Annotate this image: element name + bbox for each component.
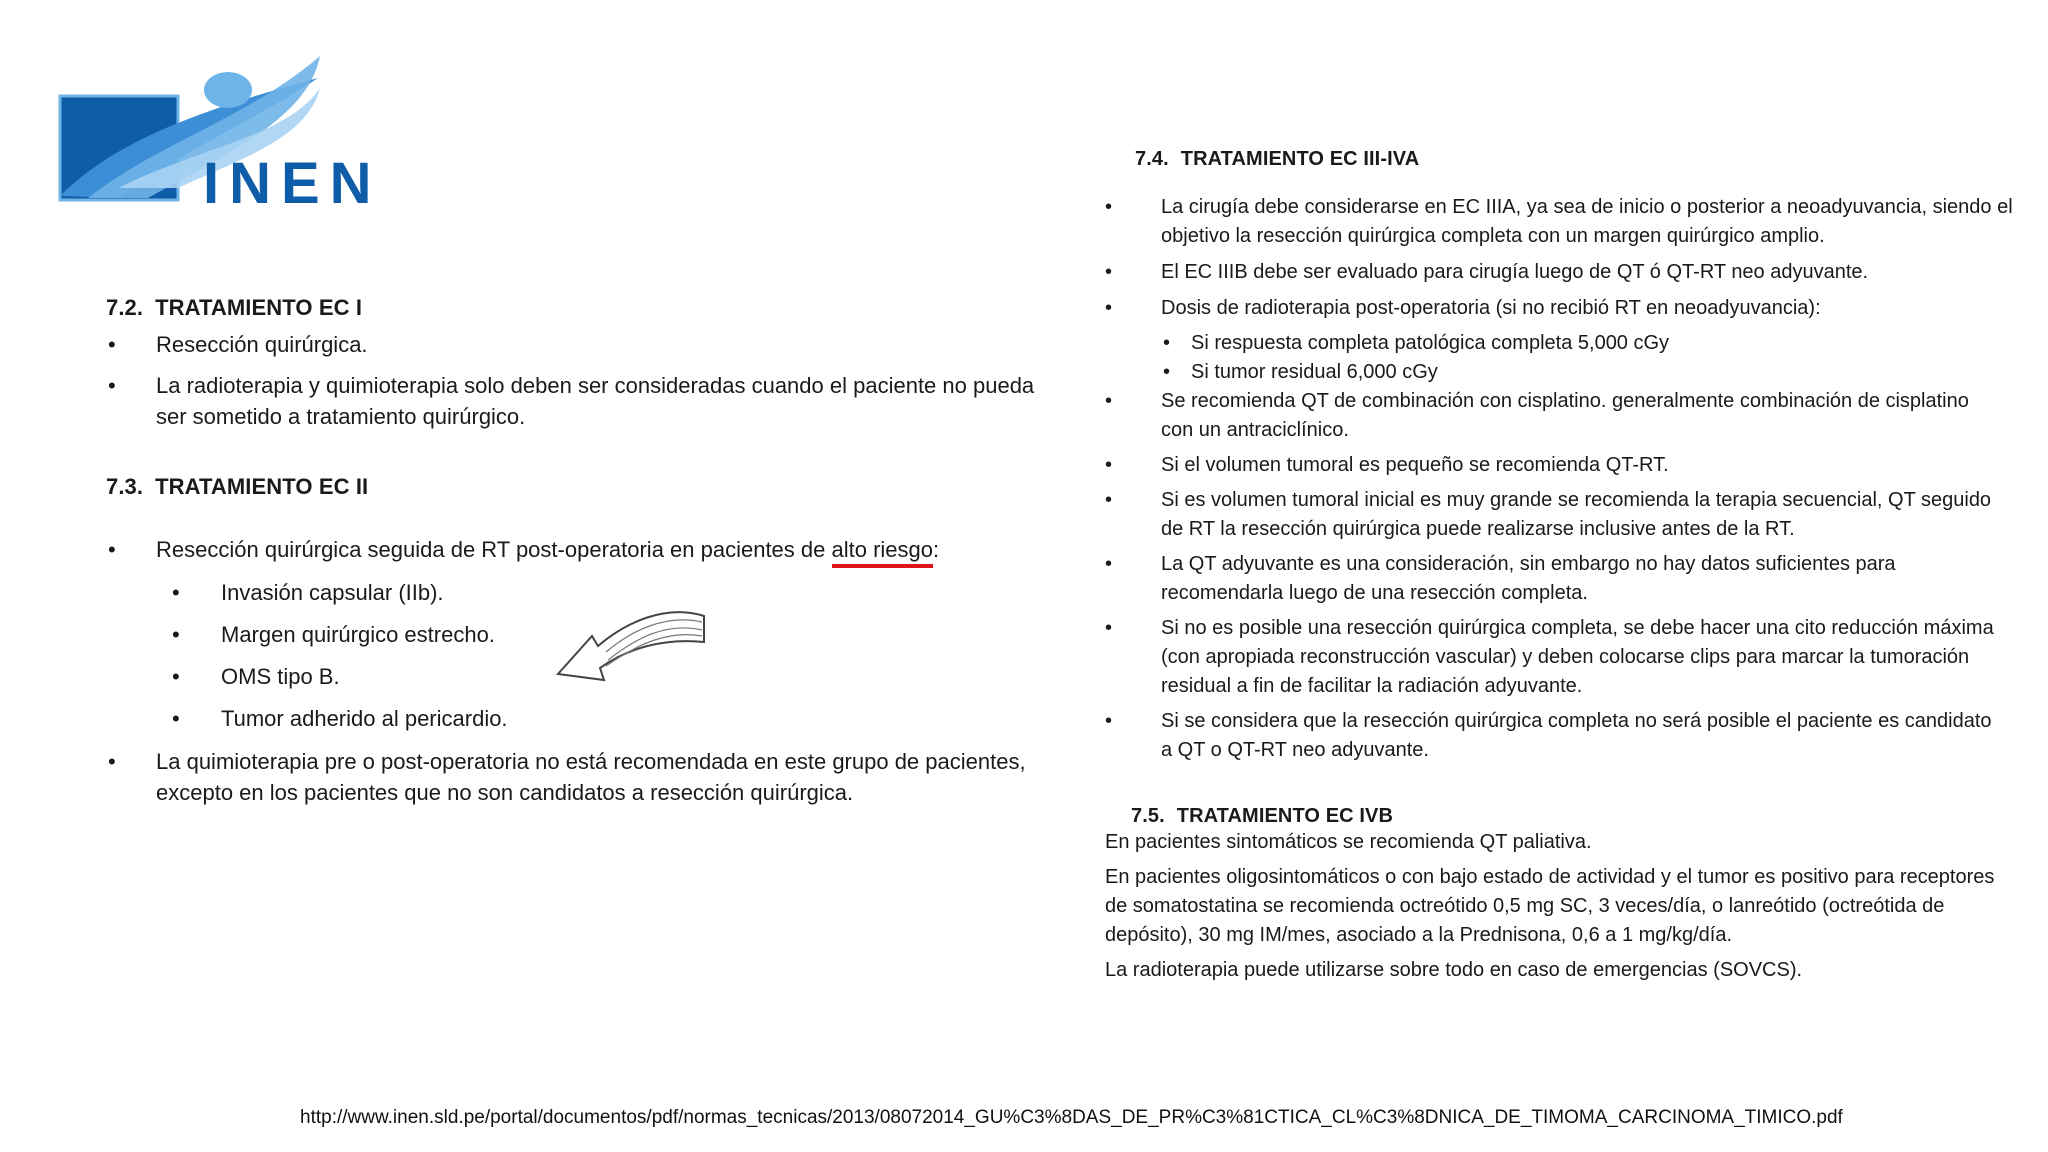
section-7-3-list-2 bbox=[106, 746, 1026, 808]
inen-logo-icon bbox=[58, 48, 458, 208]
section-7-3-heading bbox=[106, 474, 1006, 500]
item-text: : bbox=[933, 537, 940, 562]
list-item: • El EC IIIB debe ser evaluado para cirugía luego de QT ó QT-RT neo adyuvante. bbox=[1105, 258, 2025, 287]
section-7-5-body bbox=[1105, 828, 2005, 985]
right-column bbox=[1105, 148, 2025, 985]
list-item bbox=[106, 534, 1006, 565]
section-number: 7.3. bbox=[106, 474, 144, 499]
list-item: • Invasión capsular (IIb). bbox=[106, 577, 1006, 608]
section-7-4-list-2 bbox=[1105, 387, 2005, 765]
list-item: • Si respuesta completa patológica completa 5,000 cGy bbox=[1105, 329, 2025, 358]
list-item: • Se recomienda QT de combinación con cisplatino. generalmente combinación de cisplatino con un antraciclínico. bbox=[1105, 387, 2005, 445]
list-item: • Si el volumen tumoral es pequeño se recomienda QT-RT. bbox=[1105, 451, 2005, 480]
list-item: • La cirugía debe considerarse en EC IIIA, ya sea de inicio o posterior a neoadyuvancia, siendo el objetivo la resección quirúrgica completa con un margen quirúrgico amplio. bbox=[1105, 193, 2025, 251]
list-item: • Tumor adherido al pericardio. bbox=[106, 703, 1006, 734]
paragraph: La radioterapia puede utilizarse sobre todo en caso de emergencias (SOVCS). bbox=[1105, 959, 1803, 981]
logo-text: INEN bbox=[203, 151, 382, 208]
list-item: • Si tumor residual 6,000 cGy bbox=[1105, 358, 2025, 387]
section-7-3-list bbox=[106, 534, 1006, 565]
list-item: • Resección quirúrgica. bbox=[106, 329, 1006, 360]
list-item: • Dosis de radioterapia post-operatoria (si no recibió RT en neoadyuvancia): bbox=[1105, 294, 2025, 323]
list-item: • Si no es posible una resección quirúrgica completa, se debe hacer una cito reducción máxima (con apropiada reconstrucción vascular) y deben colocarse clips para marcar la tumoración residual a fin de facilitar la radiación adyuvante. bbox=[1105, 614, 2005, 701]
section-7-2-list bbox=[106, 329, 1035, 432]
list-item: • Si se considera que la resección quirúrgica completa no será posible el paciente es candidato a QT o QT-RT neo adyuvante. bbox=[1105, 707, 2005, 765]
list-item: • La QT adyuvante es una consideración, sin embargo no hay datos suficientes para recomendarla luego de una resección completa. bbox=[1105, 550, 2005, 608]
list-item: • Margen quirúrgico estrecho. bbox=[106, 619, 1006, 650]
section-title: TRATAMIENTO EC I bbox=[155, 295, 363, 320]
section-7-4-sublist bbox=[1105, 329, 2025, 387]
section-title: TRATAMIENTO EC III-IVA bbox=[1180, 148, 1420, 170]
left-column bbox=[106, 295, 1035, 808]
list-item: • La radioterapia y quimioterapia solo deben ser consideradas cuando el paciente no pueda ser sometido a tratamiento quirúrgico. bbox=[106, 370, 1036, 432]
section-7-4-list bbox=[1105, 193, 2025, 323]
list-item: • OMS tipo B. bbox=[106, 661, 1006, 692]
section-7-4-heading bbox=[1135, 148, 2025, 171]
section-number: 7.5. bbox=[1131, 805, 1165, 827]
item-text: Resección quirúrgica seguida de RT post-operatoria en pacientes de bbox=[156, 537, 832, 562]
section-7-2-heading bbox=[106, 295, 1006, 321]
section-title: TRATAMIENTO EC II bbox=[155, 474, 369, 499]
highlighted-text: alto riesgo bbox=[832, 537, 934, 568]
paragraph: En pacientes sintomáticos se recomienda QT paliativa. bbox=[1105, 831, 1592, 853]
section-number: 7.4. bbox=[1135, 148, 1169, 170]
section-title: TRATAMIENTO EC IVB bbox=[1176, 805, 1394, 827]
section-number: 7.2. bbox=[106, 295, 144, 320]
section-7-5-heading bbox=[1131, 805, 2025, 828]
list-item: • Si es volumen tumoral inicial es muy grande se recomienda la terapia secuencial, QT seguido de RT la resección quirúrgica puede realizarse inclusive antes de la RT. bbox=[1105, 486, 2005, 544]
paragraph: En pacientes oligosintomáticos o con bajo estado de actividad y el tumor es positivo para receptores de somatostatina se recomienda octreótido 0,5 mg SC, 3 veces/día, o lanreótido (octreótida de depósito), 30 mg IM/mes, asociado a la Prednisona, 0,6 a 1 mg/kg/día. bbox=[1105, 866, 1995, 946]
curved-arrow-left-icon bbox=[556, 608, 706, 698]
list-item: • La quimioterapia pre o post-operatoria no está recomendada en este grupo de pacientes, excepto en los pacientes que no son candidatos a resección quirúrgica. bbox=[106, 746, 1026, 808]
source-url[interactable]: http://www.inen.sld.pe/portal/documentos/pdf/normas_tecnicas/2013/08072014_GU%C3%8DAS_DE_PR%C3%81CTICA_CL%C3%8DNICA_DE_TIMOMA_CARCINOMA_TIMICO.pdf bbox=[300, 1107, 1843, 1128]
